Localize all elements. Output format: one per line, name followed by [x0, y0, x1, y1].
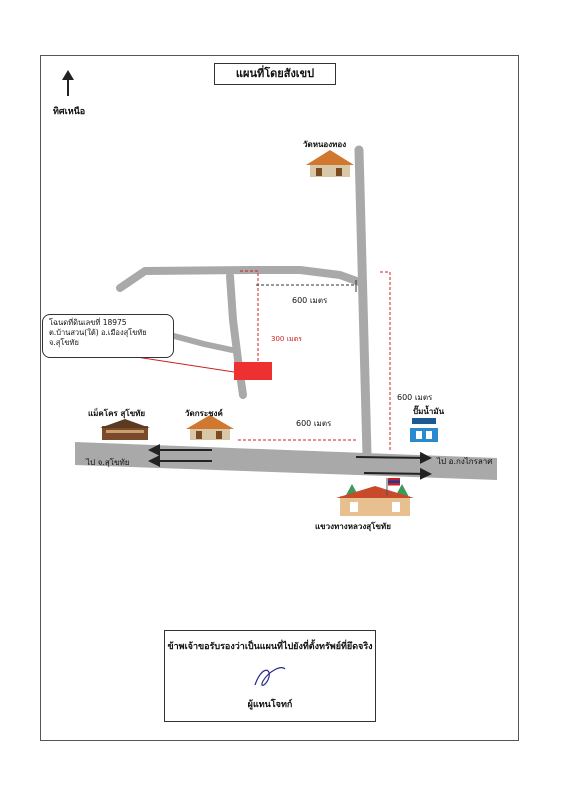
label-temple-north: วัดหนองทอง	[303, 140, 347, 149]
signature-mark	[241, 663, 301, 693]
distance-bottom: 600 เมตร	[296, 419, 332, 428]
callout-line-2: ต.บ้านสวน(ใต้) อ.เมืองสุโขทัย	[49, 328, 147, 337]
callout-line-1: โฉนดที่ดินเลขที่ 18975	[49, 318, 127, 327]
red-line-300m	[240, 271, 258, 368]
arrow-right-2	[364, 473, 430, 474]
land-deed-callout	[42, 314, 174, 358]
direction-left: ไป จ.สุโขทัย	[86, 458, 130, 467]
map-title: แผนที่โดยสังเขป	[214, 63, 336, 85]
certification-statement: ข้าพเจ้าขอรับรองว่าเป็นแผนที่ไปยังที่ตั้งทรัพย์ที่ยึดจริง	[167, 642, 373, 652]
temple-north-icon	[306, 150, 354, 177]
distance-300m: 300 เมตร	[271, 335, 302, 343]
arrow-right-1	[356, 457, 430, 458]
road-network	[120, 150, 367, 455]
callout-pointer	[130, 356, 234, 372]
direction-right: ไป อ.กงไกรลาศ	[437, 457, 493, 466]
road-small-left	[174, 336, 232, 350]
red-line-right	[380, 272, 390, 452]
road-upper-connector	[120, 270, 362, 288]
land-plot-marker	[234, 362, 272, 380]
highway-office-icon	[336, 478, 414, 516]
road-vertical-main	[359, 150, 367, 455]
distance-top-right: 600 เมตร	[292, 296, 328, 305]
label-makro: แม็คโคร สุโขทัย	[88, 409, 146, 418]
label-highway-office: แขวงทางหลวงสุโขทัย	[315, 522, 391, 531]
makro-icon	[100, 419, 150, 440]
label-temple-south: วัดกระชงค์	[185, 409, 223, 418]
gas-station-icon	[410, 418, 438, 442]
main-highway	[75, 442, 497, 480]
north-arrow-icon	[62, 70, 74, 96]
distance-right-vertical: 600 เมตร	[397, 393, 433, 402]
north-label: ทิศเหนือ	[53, 107, 86, 117]
signatory-title: ผู้แทนโจทก์	[247, 700, 293, 710]
label-gas-station: ปั๊มน้ำมัน	[413, 407, 445, 416]
callout-line-3: จ.สุโขทัย	[49, 338, 79, 347]
certification-box	[164, 630, 376, 722]
